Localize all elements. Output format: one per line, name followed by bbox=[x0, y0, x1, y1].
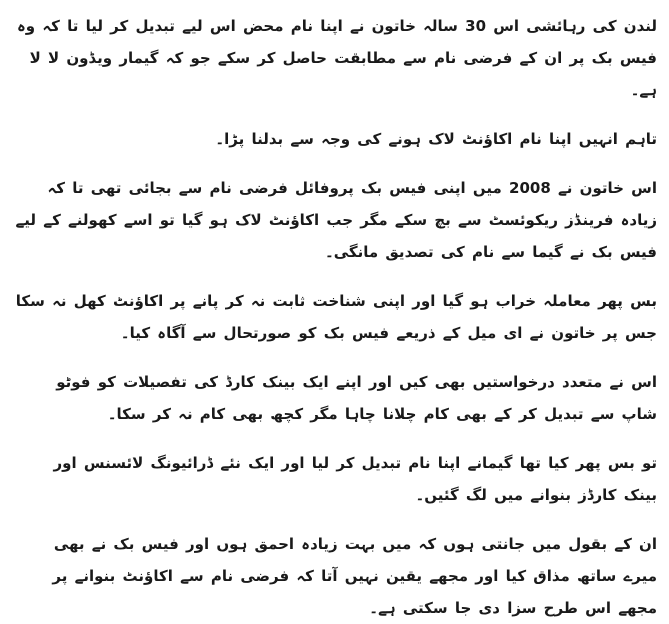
article-paragraph: ان کے بقول میں جانتی ہوں کہ میں بہت زیادہ احمق ہوں اور فیس بک نے بھی میرے ساتھ مذاق کیا اور مجھے یقین نہیں آتا کہ فرضی نام سے اکاؤنٹ بنوانے پر مجھے اس طرح سزا دی جا سکتی ہے۔ bbox=[52, 535, 657, 617]
article-paragraph: بس پھر معاملہ خراب ہو گیا اور اپنی شناخت ثابت نہ کر پانے پر اکاؤنٹ کھل نہ سکا جس پر خاتون نے ای میل کے ذریعے فیس بک کو صورتحال سے آگاہ کیا۔ bbox=[15, 292, 657, 342]
article-paragraph: لندن کی رہائشی اس 30 سالہ خاتون نے اپنا نام محض اس لیے تبدیل کر لیا تا کہ وہ فیس بک پر ان کے فرضی نام سے مطابقت حاصل کر سکے جو کہ گیمار ویڈون لا لا ہے۔ bbox=[17, 17, 657, 99]
article-paragraph: اس خاتون نے 2008 میں اپنی فیس بک پروفائل فرضی نام سے بجائی تھی تا کہ زیادہ فرینڈز ریکوئسٹ سے بچ سکے مگر جب اکاؤنٹ لاک ہو گیا تو اسے کھولنے کے لیے فیس بک نے گیما سے نام کی تصدیق مانگی۔ bbox=[15, 179, 657, 261]
article-paragraph: تاہم انہیں اپنا نام اکاؤنٹ لاک ہونے کی وجہ سے بدلنا پڑا۔ bbox=[215, 130, 657, 148]
article-paragraph: تو بس پھر کیا تھا گیمانے اپنا نام تبدیل کر لیا اور ایک نئے ڈرائیونگ لائسنس اور بینک کارڈز بنوانے میں لگ گئیں۔ bbox=[53, 454, 657, 504]
article-paragraph: اس نے متعدد درخواستیں بھی کیں اور اپنے ایک بینک کارڈ کی تفصیلات کو فوٹو شاپ سے تبدیل کر کے بھی کام چلانا چاہا مگر کچھ بھی کام نہ کر سکا۔ bbox=[56, 373, 657, 423]
